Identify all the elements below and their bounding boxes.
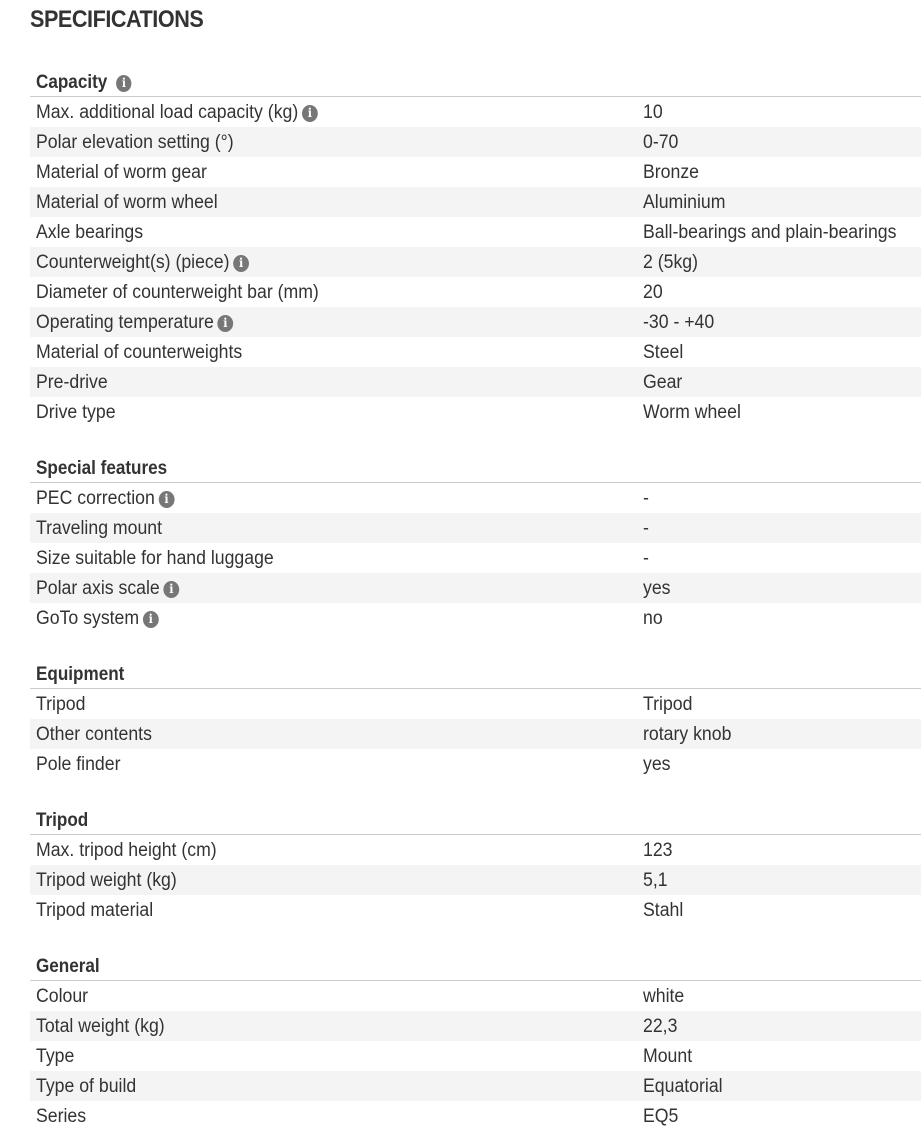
spec-label: Traveling mount [36, 518, 163, 539]
spec-row [30, 397, 921, 427]
spec-label: Size suitable for hand luggage [36, 548, 274, 569]
spec-label: Diameter of counterweight bar (mm) [36, 282, 319, 303]
section-header [30, 658, 921, 689]
spec-row [30, 543, 921, 573]
section-equipment [30, 658, 921, 779]
spec-row [30, 483, 921, 513]
spec-label: Material of worm gear [36, 162, 207, 183]
info-icon[interactable]: i [163, 581, 179, 598]
spec-value: Ball-bearings and plain-bearings [643, 222, 897, 243]
spec-value: white [643, 986, 685, 1007]
spec-label: Tripod [36, 694, 86, 715]
spec-label: Operating temperature [36, 312, 214, 333]
spec-value: - [643, 488, 649, 509]
spec-row [30, 749, 921, 779]
spec-value: 20 [643, 282, 663, 303]
spec-value: -30 - +40 [643, 312, 715, 333]
spec-row [30, 187, 921, 217]
spec-label: Drive type [36, 402, 116, 423]
spec-label: Polar axis scale [36, 578, 160, 599]
spec-value: yes [643, 754, 671, 775]
info-icon[interactable]: i [233, 255, 249, 272]
spec-row [30, 157, 921, 187]
spec-value: 10 [643, 102, 663, 123]
spec-label: PEC correction [36, 488, 155, 509]
spec-label: Max. tripod height (cm) [36, 840, 217, 861]
spec-row [30, 127, 921, 157]
spec-row [30, 277, 921, 307]
spec-row [30, 1071, 921, 1101]
spec-label: Series [36, 1106, 87, 1127]
spec-value: 22,3 [643, 1016, 678, 1037]
spec-row [30, 865, 921, 895]
spec-row [30, 603, 921, 633]
spec-label: Max. additional load capacity (kg) [36, 102, 299, 123]
spec-row [30, 573, 921, 603]
spec-value: 123 [643, 840, 673, 861]
spec-row [30, 97, 921, 127]
spec-label: Counterweight(s) (piece) [36, 252, 230, 273]
spec-label: GoTo system [36, 608, 140, 629]
spec-label: Pole finder [36, 754, 121, 775]
spec-value: rotary knob [643, 724, 732, 745]
section-title: Tripod [36, 810, 89, 831]
spec-value: Aluminium [643, 192, 726, 213]
info-icon[interactable]: i [218, 315, 234, 332]
section-header [30, 452, 921, 483]
spec-label: Tripod weight (kg) [36, 870, 177, 891]
spec-value: Stahl [643, 900, 684, 921]
spec-label: Type of build [36, 1076, 137, 1097]
spec-label: Total weight (kg) [36, 1016, 165, 1037]
spec-row [30, 217, 921, 247]
spec-label: Axle bearings [36, 222, 144, 243]
spec-value: 0-70 [643, 132, 679, 153]
spec-value: Steel [643, 342, 684, 363]
spec-row [30, 981, 921, 1011]
section-header [30, 950, 921, 981]
section-title: Capacity [36, 72, 108, 93]
section-capacity [30, 66, 921, 427]
section-tripod [30, 804, 921, 925]
spec-row [30, 337, 921, 367]
spec-label: Pre-drive [36, 372, 108, 393]
page-title: SPECIFICATIONS [30, 6, 204, 33]
spec-value: - [643, 548, 649, 569]
spec-value: Bronze [643, 162, 699, 183]
section-special-features [30, 452, 921, 633]
spec-value: EQ5 [643, 1106, 679, 1127]
section-header [30, 66, 921, 97]
spec-value: - [643, 518, 649, 539]
spec-value: Tripod [643, 694, 693, 715]
spec-row [30, 1041, 921, 1071]
spec-row [30, 835, 921, 865]
section-title: Special features [36, 458, 168, 479]
spec-label: Polar elevation setting (°) [36, 132, 234, 153]
info-icon[interactable]: i [116, 75, 131, 92]
spec-row [30, 689, 921, 719]
spec-label: Type [36, 1046, 75, 1067]
spec-value: Worm wheel [643, 402, 741, 423]
info-icon[interactable]: i [143, 611, 159, 628]
spec-value: 5,1 [643, 870, 668, 891]
spec-row [30, 895, 921, 925]
spec-value: no [643, 608, 663, 629]
spec-row [30, 367, 921, 397]
info-icon[interactable]: i [159, 491, 175, 508]
spec-value: 2 (5kg) [643, 252, 699, 273]
spec-label: Material of worm wheel [36, 192, 218, 213]
spec-row [30, 1101, 921, 1131]
spec-row [30, 513, 921, 543]
spec-row [30, 719, 921, 749]
section-header [30, 804, 921, 835]
section-title: Equipment [36, 664, 125, 685]
section-title: General [36, 956, 100, 977]
spec-value: Equatorial [643, 1076, 723, 1097]
spec-row [30, 1011, 921, 1041]
spec-row [30, 307, 921, 337]
spec-value: yes [643, 578, 671, 599]
spec-label: Material of counterweights [36, 342, 243, 363]
spec-label: Colour [36, 986, 89, 1007]
spec-row [30, 247, 921, 277]
spec-label: Tripod material [36, 900, 154, 921]
spec-value: Mount [643, 1046, 693, 1067]
spec-label: Other contents [36, 724, 152, 745]
spec-value: Gear [643, 372, 683, 393]
section-general [30, 950, 921, 1131]
info-icon[interactable]: i [302, 105, 318, 122]
